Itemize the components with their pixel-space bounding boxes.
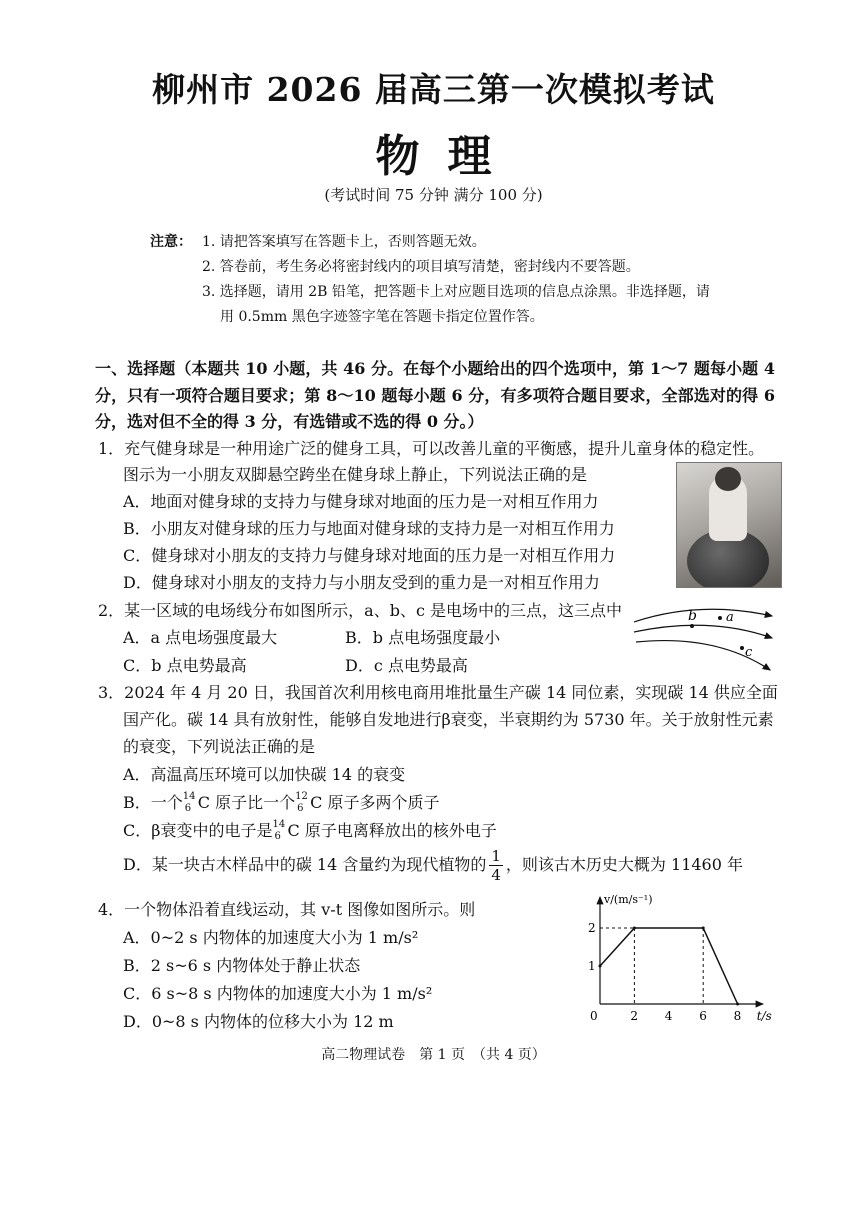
q3-option-d-pre: D．某一块古木样品中的碳 14 含量约为现代植物的 <box>123 855 487 874</box>
isotope-c12: 12 6 <box>295 790 308 814</box>
subject-title: 物理 <box>375 131 520 182</box>
q2-option-c: C．b 点电势最高 <box>123 656 247 675</box>
page-footer: 高二物理试卷 第 1 页 （共 4 页） <box>321 1047 546 1063</box>
photo-child-head <box>715 467 741 491</box>
q2-option-a: A．a 点电场强度最大 <box>123 628 278 647</box>
q3-option-d-post: ，则该古木历史大概为 11460 年 <box>505 855 743 874</box>
q3-option-c <box>123 817 497 845</box>
point-a <box>718 616 722 620</box>
q3-stem-line3: 的衰变，下列说法正确的是 <box>123 737 316 756</box>
q3-option-b-mid: C 原子比一个 <box>197 793 296 812</box>
y-tick-1: 1 <box>588 959 596 973</box>
electric-field-diagram <box>630 604 780 676</box>
q3-option-b-post: C 原子多两个质子 <box>310 793 440 812</box>
label-a: a <box>726 610 734 625</box>
q1-option-b: B．小朋友对健身球的压力与地面对健身球的支持力是一对相互作用力 <box>123 519 615 538</box>
q4-option-c: C．6 s~8 s 内物体的加速度大小为 1 m/s² <box>123 984 433 1003</box>
q3-option-d <box>123 847 743 884</box>
x-tick-4: 4 <box>664 1009 673 1022</box>
q3-stem-line2: 国产化。碳 14 具有放射性，能够自发地进行β衰变，半衰期约为 5730 年。关于放射性元素 <box>123 710 774 729</box>
page-title: 柳州市 2026 届高三第一次模拟考试 <box>152 70 715 109</box>
section-instructions: 一、选择题（本题共 10 小题，共 46 分。在每个小题给出的四个选项中，第 1～7 题每小题 4 分，只有一项符合题目要求；第 8～10 题每小题 6 分，有多项符合题目要求，全部选对的得 6 分，选对但不全的得 3 分，有选错或不选的得 0 分。） <box>95 359 775 431</box>
x-tick-6: 6 <box>699 1009 707 1022</box>
field-line-2 <box>634 625 772 638</box>
fraction-one-quarter: $\frac{1}{4}$ <box>491 847 501 884</box>
series-line <box>600 928 738 1004</box>
x-tick-0: 0 <box>590 1009 598 1022</box>
note-item-3: 3. 选择题，请用 2B 铅笔，把答题卡上对应题目选项的信息点涂黑。非选择题，请 <box>202 284 710 300</box>
point-c <box>740 646 744 650</box>
field-line-1 <box>634 609 772 622</box>
q3-option-a: A．高温高压环境可以加快碳 14 的衰变 <box>123 765 406 784</box>
q1-option-a: A．地面对健身球的支持力与健身球对地面的压力是一对相互作用力 <box>123 492 599 511</box>
q2-option-d: D．c 点电势最高 <box>345 656 468 675</box>
note-item-2: 2. 答卷前，考生务必将密封线内的项目填写清楚，密封线内不要答题。 <box>202 259 640 275</box>
data-point-2 <box>702 927 705 930</box>
q4-option-b: B．2 s~6 s 内物体处于静止状态 <box>123 956 361 975</box>
q1-stem-line1: 1．充气健身球是一种用途广泛的健身工具，可以改善儿童的平衡感，提升儿童身体的稳定性。 <box>98 439 765 458</box>
q4-option-a: A．0~2 s 内物体的加速度大小为 1 m/s² <box>123 928 419 947</box>
data-point-0 <box>599 965 602 968</box>
point-b <box>690 624 694 628</box>
q1-stem-line2: 图示为一小朋友双脚悬空跨坐在健身球上静止，下列说法正确的是 <box>123 465 588 484</box>
q4-stem: 4．一个物体沿着直线运动，其 v-t 图像如图所示。则 <box>98 900 476 919</box>
fitness-ball-photo <box>676 462 782 588</box>
q2-option-b: B．b 点电场强度最小 <box>345 628 501 647</box>
q1-option-d: D．健身球对小朋友的支持力与小朋友受到的重力是一对相互作用力 <box>123 573 600 592</box>
q3-option-b <box>123 789 439 817</box>
isotope-c14-2: 14 6 <box>272 818 286 842</box>
vt-graph <box>586 894 786 1022</box>
q3-option-c-pre: C．β衰变中的电子是 <box>123 821 273 840</box>
q3-stem-line1: 3．2024 年 4 月 20 日，我国首次利用核电商用堆批量生产碳 14 同位素，实现碳 14 供应全面 <box>98 683 778 702</box>
q2-stem: 2．某一区域的电场线分布如图所示，a、b、c 是电场中的三点，这三点中 <box>98 601 623 620</box>
label-b: b <box>688 608 697 624</box>
data-point-1 <box>633 927 636 930</box>
note-item-3-continued: 用 0.5mm 黑色字迹签字笔在答题卡指定位置作答。 <box>220 309 544 325</box>
x-tick-2: 2 <box>630 1009 639 1022</box>
isotope-c14: 14 6 <box>182 790 196 814</box>
notes-label: 注意： <box>150 234 192 250</box>
q1-option-c: C．健身球对小朋友的支持力与健身球对地面的压力是一对相互作用力 <box>123 546 616 565</box>
notes-block <box>150 230 790 330</box>
q3-option-b-pre: B．一个 <box>123 793 183 812</box>
y-axis-label: v/(m/s⁻¹) <box>604 894 653 907</box>
label-c: c <box>745 645 753 660</box>
note-item-1: 1. 请把答案填写在答题卡上，否则答题无效。 <box>202 234 486 250</box>
y-tick-2: 2 <box>588 921 596 935</box>
q3-option-c-post: C 原子电离释放出的核外电子 <box>287 821 497 840</box>
exam-info: (考试时间 75 分钟 满分 100 分) <box>324 186 543 204</box>
q4-option-d: D．0~8 s 内物体的位移大小为 12 m <box>123 1012 394 1031</box>
x-tick-8: 8 <box>733 1009 742 1022</box>
x-axis-label: t/s <box>756 1009 772 1022</box>
data-point-3 <box>736 1003 739 1006</box>
